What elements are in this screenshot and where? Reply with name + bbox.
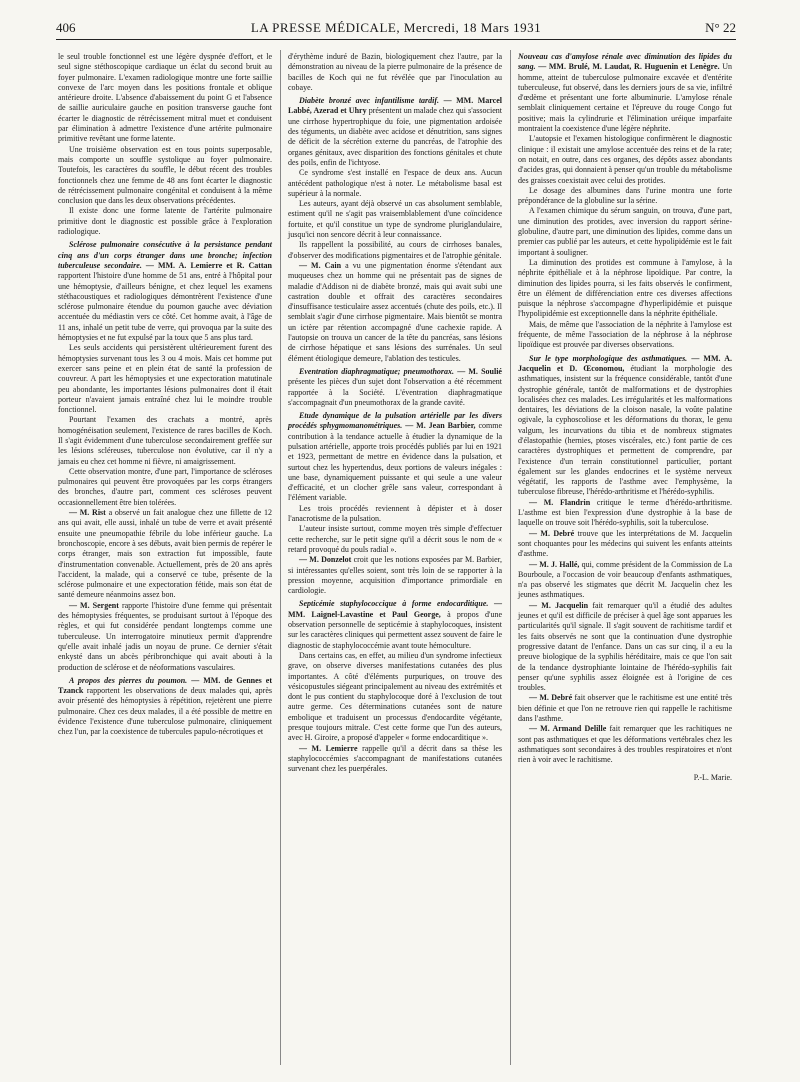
paragraph: L'autopsie et l'examen histologique confirmèrent le diagnostic clinique : il existait une amylose accentuée des reins et de la rate; on notait, en outre, dans ces organes, des dépôts assez abondants d'acides gras, qui donnaient à penser qu'un trouble du métabolisme des graisses coexistait avec celui des protides. <box>518 134 732 185</box>
paragraph: Les seuls accidents qui persistèrent ultérieurement furent des hémoptysies survenant tous les 3 ou 4 mois. Mais cet homme put exercer sans peine et en plein état de santé la profession de couvreur. A part les hémoptysies et une expectoration matutinale peu abondante, les importantes lésions pulmonaires dont il était porteur n'avaient jamais entraîné chez lui le moindre trouble fonctionnel. <box>58 343 272 415</box>
page-number: 406 <box>56 20 76 35</box>
section-authors: — M. Soulié <box>457 366 502 376</box>
comment-author: — M. Donzelot <box>299 555 352 565</box>
comment-text: fait remarquer que les rachitiques ne sont pas asthmatiques et que les déformations vertébrales chez les asthmatiques sont secondaires à des troubles respiratoires et n'ont rien à voir avec le rachitisme. <box>518 724 732 765</box>
section-authors: — MM. A. Lemierre et R. Cattan <box>145 260 272 270</box>
section <box>58 676 272 738</box>
section <box>518 354 732 498</box>
section-authors: — M. Jean Barbier, <box>405 421 476 431</box>
comment-text: croit que les notions exposées par M. Barbier, si intéressantes qu'elles soient, sont très loin de se rapporter à la pression moyenne, acquisition d'importance primordiale en cardiologie. <box>288 555 503 596</box>
paragraph: Les trois procédés reviennent à dépister et à doser l'anacrotisme de la pulsation. <box>288 503 502 524</box>
section <box>58 240 272 343</box>
column-divider <box>280 50 281 1065</box>
comment-author: — M. Sergent <box>69 600 119 610</box>
comment <box>518 601 732 694</box>
comment-author: — M. Rist <box>69 508 106 518</box>
comment-author: — M. Debré <box>529 693 573 703</box>
comment <box>518 529 732 560</box>
paragraph: Dans certains cas, en effet, au milieu d'un syndrome infectieux grave, on observe diverses manifestations cutanées des plus importantes. A côté d'éléments purpuriques, on trouve des vésicopustules siégeant principalement au niveau des extrémités et dont le pus contient du staphylocoque doré à l'exclusion de tout autre germe. Ces déterminations cutanées sont de nature embolique et traduisent un processus d'endocardite végétante, presque toujours mitrale. C'est cette forme que l'un des auteurs, avec H. Giroire, a proposé d'appeler « forme endocarditique ». <box>288 650 502 743</box>
comment-text: a vu une pigmentation énorme s'étendant aux muqueuses chez un homme qui ne présentait pas de signes de maladie d'Addison ni de diabète bronzé, mais qui avait subi une castration double et offrait des caractères secondaires d'insuffisance testiculaire assez accentués (chute des poils, etc.). Il semblait s'agir d'une cirrhose pigmentaire. Mais bientôt se montra un ictère par rétention accompagné d'une cachexie rapide. A l'autopsie on trouva un cancer de la tête du pancréas, sans lésions de cirrhose hépatique et sans lésions des surrénales. Un seul élément étiologique demeure, l'ablation des testicules. <box>288 260 503 363</box>
paragraph: La diminution des protides est commune à l'amylose, à la néphrite épithéliale et à la néphrose lipoïdique. Par contre, la diminution des lipides pourra, si les faits observés le confirment, être un élément de différenciation entre ces diverses affections puisque la néphrose s'accompagne d'hyperlipidémie et puisque l'hypolipidémie est exceptionnelle dans la néphrite épithéliale. <box>518 257 732 319</box>
comment <box>288 555 502 596</box>
section <box>518 52 732 134</box>
comment-author: — M. Cain <box>299 260 342 270</box>
comment-text: critique le terme d'hérédo-arthritisme. L'asthme est bien l'expression d'une dystrophie à la base de laquelle on trouve soit l'hérédo-syphilis, soit la tuberculose. <box>518 497 732 528</box>
section-text: présentent un malade chez qui s'associent une cirrhose hypertrophique du foie, une pigmentation ardoisée des téguments, un diabète avec acidose et dénutrition, sans signes de déficit de la sécrétion externe du pancréas, de l'atrophie des organes génitaux, avec disparition des fonctions génitales et chute des poils, enfin de l'ichtyose. <box>288 106 503 167</box>
section-text: étudiant la morphologie des asthmatiques, insistent sur la fréquence considérable, tantôt d'une dystrophie générale, tantôt de malformations et de dystrophies localisées chez ces malades. Les irrégularités et les malformations dentaires, les déviations de la cloison nasale, la voûte palatine ogivale, la cyphoscoliose et les déformations du thorax, le genu valgum, les incurvations du tibia et de nombreux stigmates d'élastopathie (hernies, ptoses viscérales, etc.) font partie de ces caractères dystrophiques et permettent de comprendre, par l'existence d'un terrain constitutionnel particulier, portant également sur les glandes endocrines et le système nerveux végétatif, les rapports de l'asthme avec l'emphysème, la tuberculose fibreuse, l'hérédo-arthritisme et l'hérédo-syphilis. <box>518 363 733 497</box>
section <box>288 96 502 168</box>
section-text: Un homme, atteint de tuberculose pulmonaire excavée et d'entérite tuberculeuse, fut observé, dans les derniers jours de sa vie, infiltré d'œdème et présentant une forte albuminurie. L'amylose rénale semblait cliniquement certaine et l'épreuve du rouge Congo fut positive; mais la cylindrurie et l'élimination uréique imparfaite montraient la coexistence d'une légère néphrite. <box>518 62 733 134</box>
section-authors: — MM. Marcel Labbé, Azerad et Uhry <box>288 96 502 116</box>
paragraph: Le dosage des albumines dans l'urine montra une forte prépondérance de la globuline sur la sérine. <box>518 185 732 206</box>
paragraph: Ce syndrome s'est installé en l'espace de deux ans. Aucun antécédent pathologique n'est à noter. Le métabolisme basal est supérieur à la normale. <box>288 168 502 198</box>
section-text: rapportent l'histoire d'une homme de 51 ans, entré à l'hôpital pour une hémoptysie, d'ailleurs bénigne, et chez lequel les examens stéthacoustiques et radiologiques démontrèrent l'existence d'une sclérose pulmonaire étendue du poumon gauche avec déviation accentuée du médiastin vers ce côté. Cet homme avait, à l'âge de 11 ans, inhalé un petit tube de verre, qui provoqua par la suite des hémoptysies et ne fut expulsé par la toux que 5 ans plus tard. <box>58 271 272 343</box>
issue-number: N° 22 <box>705 20 736 35</box>
section-text: présente les pièces d'un sujet dont l'observation a été récemment rapportée à la Société. L'éventration diaphragmatique s'accompagnait d'un pneumothorax de la grande cavité. <box>288 377 502 407</box>
paragraph: d'érythème induré de Bazin, biologiquement chez l'autre, par la démonstration au niveau de la pierre pulmonaire de la présence de bacilles de Koch qui ne fut révélée que par l'inoculation au cobaye. <box>288 52 502 92</box>
comment <box>288 261 502 364</box>
paragraph: L'auteur insiste surtout, comme moyen très simple d'effectuer cette recherche, sur le petit signe qu'il a décrit sous le nom de « retard provoqué du pouls radial ». <box>288 524 502 554</box>
paragraph: Les auteurs, ayant déjà observé un cas absolument semblable, estiment qu'il ne s'agit pas vraisemblablement d'une coïncidence fortuite, et qu'il constitue un type de syndrome pluriglandulaire, jusqu'ici non sencore décrit à leur connaissance. <box>288 199 502 240</box>
comment <box>518 693 732 724</box>
paragraph: A l'examen chimique du sérum sanguin, on trouva, d'une part, une diminution des protides, avec inversion du rapport sérine-globuline, d'autre part, une diminution des lipides, comme dans un premier cas publié par les auteurs, et cette hypolipidémie est le fait important à souligner. <box>518 206 732 257</box>
masthead: LA PRESSE MÉDICALE, Mercredi, 18 Mars 1931 <box>250 20 542 35</box>
paragraph: Une troisième observation est en tous points superposable, mais comporte un souffle systolique au foyer pulmonaire. Toutefois, les caractères du souffle, le début récent des troubles fonctionnels chez une femme de 48 ans font écarter le diagnostic de rétrécissement pulmonaire congénital et conduisent à la même conclusion que dans les deux observations précédentes. <box>58 144 272 206</box>
section-authors: — MM. Laignel-Lavastine et Paul George, <box>288 599 503 619</box>
comment-text: rapporte l'histoire d'une femme qui présentait des hémoptysies fréquentes, se produisant surtout à l'époque des règles, et qui fut considérée pendant longtemps comme une tuberculeuse. Un interrogatoire minutieux permit d'apprendre qu'elle avait inhalé jadis un noyau de prune. Ce dernier s'était enkysté dans un abcès péribronchique qui avait abouti à la production de sclérose et de néoformations vasculaires. <box>58 600 273 672</box>
column-divider <box>510 50 511 1065</box>
comment-text: qui, comme président de la Commission de La Bourboule, a l'occasion de voir beaucoup d'enfants asthmatiques, n'a pas observé les stigmates que décrit M. Jacquelin chez les jeunes asthmatiques. <box>518 559 733 600</box>
section-title: Etude dynamique de la pulsation artérielle par les divers procédés sphygmomanométriques. <box>288 411 502 431</box>
comment <box>58 508 272 601</box>
comment-author: — M. Flandrin <box>529 497 591 507</box>
comment-text: a observé un fait analogue chez une fillette de 12 ans qui avait, elle aussi, inhalé un tube de verre et avait présenté ensuite une pneumopathie fébrile du lobe inférieur gauche. La bronchoscopie, encore à ses débuts, avait bien permis de repérer le corps étranger, mais son extraction fut impossible, faute d'instrumentation convenable. Actuellement, près de 20 ans après l'accident, la malade, qui a conservé ce tube, présente de la sclérose pulmonaire et une expectoration fétide, mais son état de santé demeure néanmoins assez bon. <box>58 508 273 600</box>
comment-text: trouve que les interprétations de M. Jacquelin sont choquantes pour les médecins qui suivent les enfants atteints d'asthme. <box>518 528 732 559</box>
section-text: rapportent les observations de deux malades qui, après avoir présenté des hémoptysies à répétition, rejetèrent une pierre pulmonaire. Chez ces deux malades, il a été possible de mettre en évidence l'existence d'une tuberculose pulmonaire, cliniquement chez l'un, par la coexistence de tubercules papulo-nécrotiques et <box>58 686 272 737</box>
section-title: Septicémie staphylococcique à forme endocarditique. <box>299 599 489 609</box>
comment <box>288 744 502 775</box>
section-authors: — MM. A. Jacquelin et D. Œconomou, <box>518 353 732 373</box>
column-3 <box>518 52 732 784</box>
section-title: Diabète bronzé avec infantilisme tardif. <box>299 96 440 106</box>
column-2 <box>288 52 502 774</box>
section-title: Nouveau cas d'amylose rénale avec diminution des lipides du sang. <box>518 52 732 72</box>
paragraph: Ils rappellent la possibilité, au cours de cirrhoses banales, d'observer des modifications pigmentaires et de l'atrophie génitale. <box>288 240 502 260</box>
comment <box>518 498 732 529</box>
comment-text: fait observer que le rachitisme est une entité très bien définie et que l'on ne retrouve rien qui rappelle le rachitisme dans l'asthme. <box>518 693 732 723</box>
paragraph: Cette observation montre, d'une part, l'importance de scléroses pulmonaires qui peuvent être provoquées par les corps étrangers des bronches, d'autre part, comment ces scléroses peuvent occasionnellement être bien tolérées. <box>58 466 272 507</box>
signature: P.-L. Marie. <box>693 773 732 783</box>
section <box>288 411 502 504</box>
section <box>288 367 502 408</box>
section-text: à propos d'une observation personnelle de septicémie à staphylocoques, insistent sur les caractères cliniques qui permettent assez souvent de faire le diagnostic de staphylococcémie avant toute hémoculture. <box>288 609 503 650</box>
section-title: Sur le type morphologique des asthmatiques. <box>529 353 688 363</box>
section-authors: — MM. de Gennes et Tzanck <box>58 675 272 696</box>
section <box>288 599 502 650</box>
comment-text: rappelle qu'il a décrit dans sa thèse les staphylococcémies s'accompagnant de manifestations cutanées survenant chez les puerpérales. <box>288 743 503 774</box>
section-title: Eventration diaphragmatique; pneumothorax. <box>299 366 455 376</box>
comment <box>518 724 732 765</box>
section-authors: — MM. Brulé, M. Laudat, R. Huguenin et Lenègre. <box>538 62 720 72</box>
paragraph: le seul trouble fonctionnel est une légère dyspnée d'effort, et le seul signe stéthoscopique cardiaque un éclat du second bruit au foyer pulmonaire. L'examen radiologique montre une forte saillie convexe de l'arc moyen dans les positions frontale et oblique antérieure droite. L'absence d'abaissement du point G et l'absence de saillie auriculaire gauche en position transverse gauche font écarter le diagnostic de rétrécissement mitral muet et conduisent par élimination à admettre l'existence d'une artérite pulmonaire primitive revêtant une forme latente. <box>58 52 272 144</box>
section-title: A propos des pierres du poumon. <box>69 675 188 685</box>
section-title: Sclérose pulmonaire consécutive à la persistance pendant cinq ans d'un corps étranger dans une bronche; infection tuberculeuse secondaire. <box>58 240 272 270</box>
comment-author: — M. J. Hallé, <box>529 559 580 569</box>
column-1 <box>58 52 272 738</box>
comment <box>518 560 732 601</box>
comment-author: — M. Lemierre <box>299 743 358 753</box>
paragraph: Mais, de même que l'association de la néphrite à l'amylose est fréquente, de même l'association de la néphrose à la néphrose lipoïdique est prouvée par diverses observations. <box>518 319 732 350</box>
comment-author: — M. Jacquelin <box>529 600 589 610</box>
paragraph: Il existe donc une forme latente de l'artérite pulmonaire primitive dont le diagnostic est possible grâce à l'exploration radiologique. <box>58 206 272 237</box>
comment-author: — M. Debré <box>529 528 575 538</box>
comment-text: fait remarquer qu'il a étudié des adultes jeunes et qu'il est difficile de préciser à quel âge sont apparues les particularités qu'il signale. Il s'agit souvent de rachitisme tardif et les faits observés ne sont que la continuation d'une dystrophie progressive datant de l'enfance. Dans un cas sur cinq, il a eu la preuve biologique de la syphilis héréditaire, mais ce que l'on sait de la tendance dystrophiante lointaine de l'hérédo-syphilis fait penser qu'une syphilis assez éloignée est à l'origine de ces troubles. <box>518 600 732 693</box>
comment-author: — M. Armand Delille <box>529 724 607 734</box>
comment <box>58 601 272 673</box>
section-text: comme contribution à la tendance actuelle à étudier la dynamique de la pulsation artérielle, apporte trois procédés publiés par lui en 1921 et 1923, permettant de mettre en évidence dans la pulsation, et surtout chez les hypertendus, deux portions de valeurs inégales : une base, dynamiquement puissante et qui seule a une valeur d'efficacité, et un clocher grêle sans valeur, correspondant à l'élément variable. <box>288 421 502 503</box>
header-rule <box>56 39 736 40</box>
paragraph: Pourtant l'examen des crachats a montré, après homogénéisation seulement, l'existence de rares bacilles de Koch. Il s'agit évidemment d'une tuberculose secondairement greffée sur les lésions scléreuses, tuberculose non évolutive, car il n'y a jamais eu chez cet homme ni fièvre, ni amaigrissement. <box>58 415 272 466</box>
